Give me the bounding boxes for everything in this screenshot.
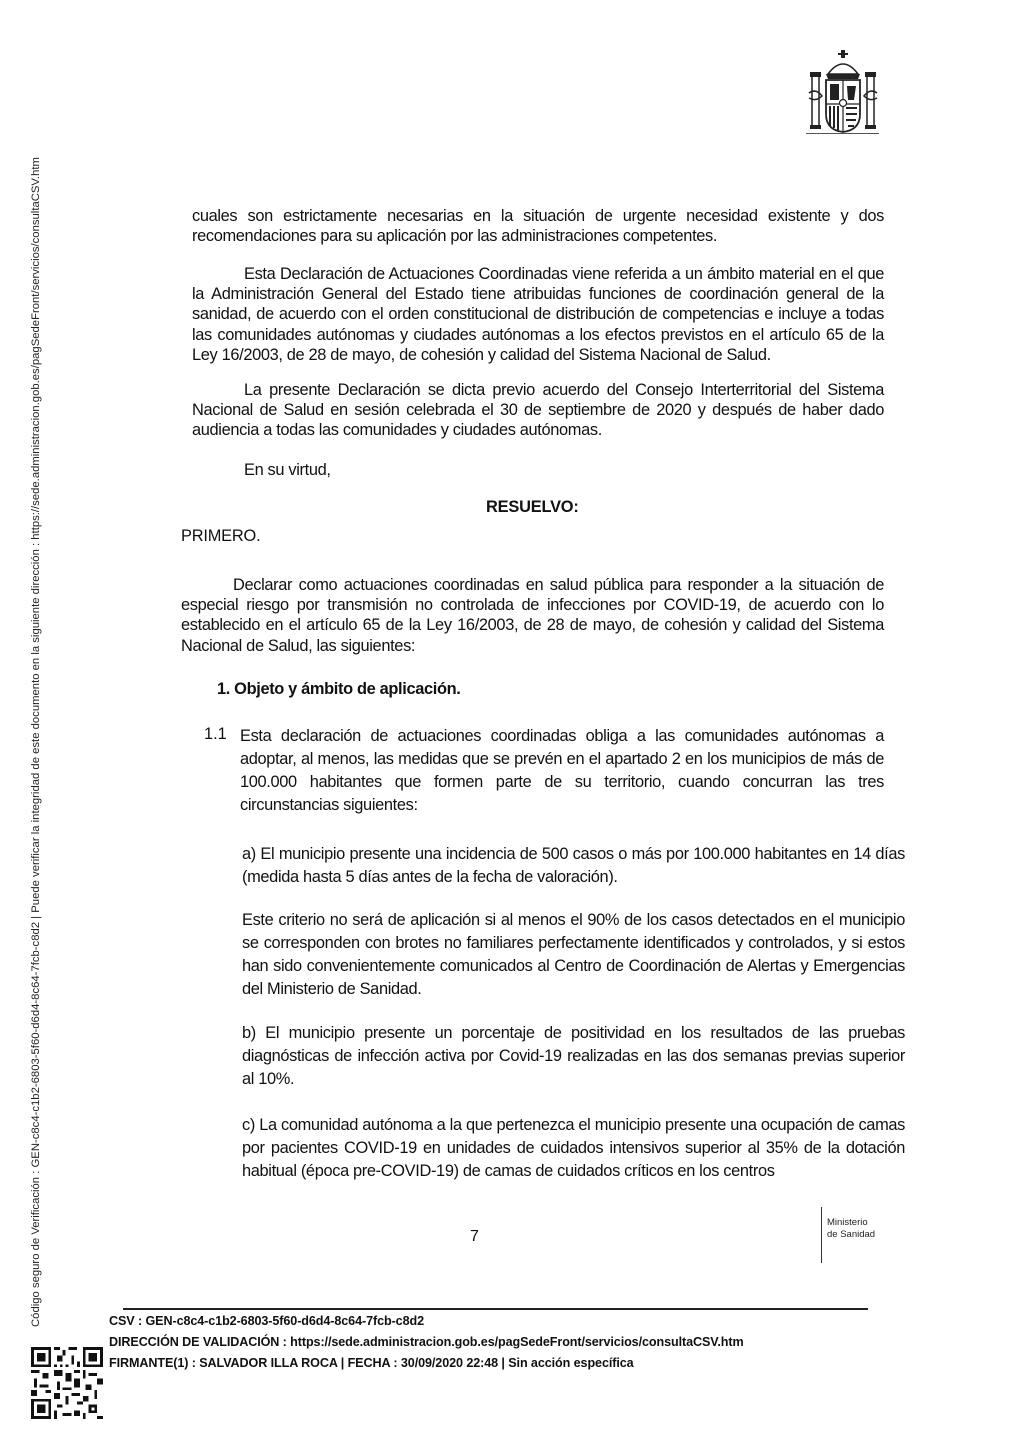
primero-heading: PRIMERO. xyxy=(181,527,261,545)
section-heading: 1. Objeto y ámbito de aplicación. xyxy=(217,680,461,698)
paragraph-declarar: Declarar como actuaciones coordinadas en salud pública para responder a la situación de especial riesgo por transmisión no controlada de infecciones por COVID-19, de acuerdo con lo establecido en el artículo 65 de la Ley 16/2003, de 28 de mayo, de cohesión y calidad del Sistema Nacional de Salud, las siguientes: xyxy=(181,576,884,655)
paragraph-intro-continuation: cuales son estrictamente necesarias en la situación de urgente necesidad existente y dos recomendaciones para su aplicación por las administraciones competentes. xyxy=(192,207,884,246)
criterion-c: c) La comunidad autónoma a la que pertenezca el municipio presente una ocupación de camas por pacientes COVID-19 en unidades de cuidados intensivos superior al 35% de la dotación habitual (época pre-COVID-19) de camas de cuidados críticos en los centros xyxy=(242,1116,905,1180)
ministry-label xyxy=(827,1217,875,1240)
paragraph-en-su-virtud: En su virtud, xyxy=(244,461,331,479)
page-number: 7 xyxy=(470,1228,479,1245)
item-1-1-text: Esta declaración de actuaciones coordinadas obliga a las comunidades autónomas a adoptar, al menos, las medidas que se prevén en el apartado 2 en los municipios de más de 100.000 habitantes que formen parte de su territorio, cuando concurran las tres circunstancias siguientes: xyxy=(240,727,884,814)
paragraph-scope: Esta Declaración de Actuaciones Coordinadas viene referida a un ámbito material en el que la Administración General del Estado tiene atribuidas funciones de coordinación general de la sanidad, de acuerdo con el orden constitucional de distribución de competencias e incluye a todas las comunidades autónomas y ciudades autónomas a los efectos previstos en el artículo 65 de la Ley 16/2003, de 28 de mayo, de cohesión y calidad del Sistema Nacional de Salud. xyxy=(192,265,884,364)
ministry-line-2: de Sanidad xyxy=(827,1228,876,1240)
footer-rule xyxy=(123,1308,868,1310)
signer-info: FIRMANTE(1) : SALVADOR ILLA ROCA | FECHA : 30/09/2020 22:48 | Sin acción específica xyxy=(109,1356,634,1370)
ministry-line-1: Ministerio xyxy=(827,1217,868,1228)
criterion-a: a) El municipio presente una incidencia de 500 casos o más por 100.000 habitantes en 14 días (medida hasta 5 días antes de la fecha de valoración). xyxy=(242,845,905,886)
header-rule xyxy=(806,133,879,134)
resuelvo-heading: RESUELVO: xyxy=(486,498,579,516)
validation-address: DIRECCIÓN DE VALIDACIÓN : https://sede.administracion.gob.es/pagSedeFront/servicios/consultaCSV.htm xyxy=(109,1335,744,1349)
verification-sidebar: Código seguro de Verificación : GEN-c8c4-c1b2-6803-5f60-d6d4-8c64-7fcb-c8d2 | Puede verificar la integridad de este documento en la siguiente dirección : https://sede.administracion.gob.es/pagSedeFront/servicios/consultaCSV.htm xyxy=(30,157,42,1327)
item-number: 1.1 xyxy=(204,725,227,743)
paragraph-agreement: La presente Declaración se dicta previo acuerdo del Consejo Interterritorial del Sistema Nacional de Salud en sesión celebrada el 30 de septiembre de 2020 y después de haber dado audiencia a todas las comunidades y ciudades autónomas. xyxy=(192,381,884,440)
csv-code: CSV : GEN-c8c4-c1b2-6803-5f60-d6d4-8c64-7fcb-c8d2 xyxy=(109,1314,424,1328)
ministry-divider xyxy=(821,1207,822,1263)
criterion-a-note: Este criterio no será de aplicación si al menos el 90% de los casos detectados en el municipio se corresponden con brotes no familiares perfectamente identificados y controlados, y si estos han sido convenientemente comunicados al Centro de Coordinación de Alertas y Emergencias del Ministerio de Sanidad. xyxy=(242,911,905,998)
criterion-b: b) El municipio presente un porcentaje de positividad en los resultados de las pruebas diagnósticas de infección activa por Covid-19 realizadas en las dos semanas previas superior al 10%. xyxy=(242,1024,905,1088)
qr-code-icon xyxy=(31,1347,103,1419)
coat-of-arms-icon xyxy=(806,48,880,134)
